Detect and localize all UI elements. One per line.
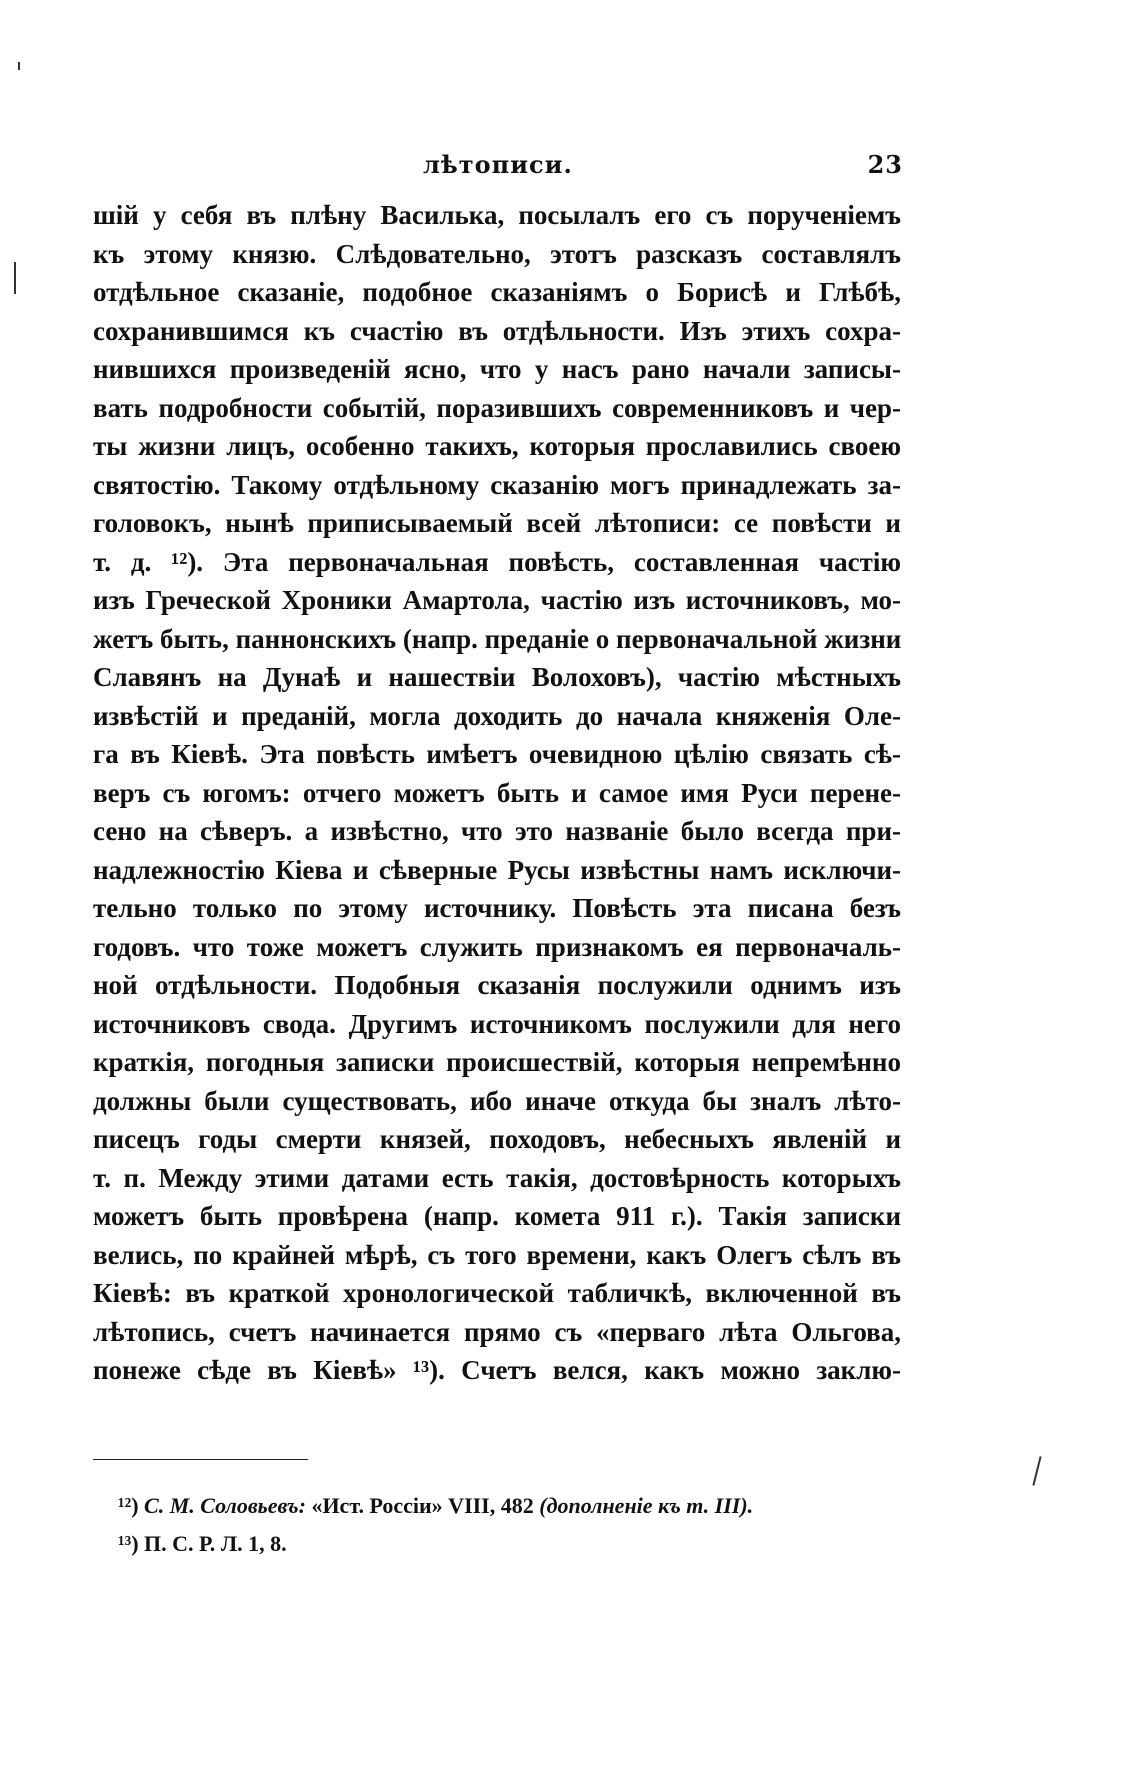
running-head [93,150,903,179]
margin-mark [14,262,16,294]
footnotes [118,1487,918,1563]
text-line: извѣстій и преданій, могла доходить до начала княженія Оле- [93,700,901,731]
page-number: 23 [867,150,903,179]
footnote-rule [93,1459,308,1460]
text-line: т. д. ¹²). Эта первоначальная повѣсть, составленная частію [93,546,901,577]
footnote-author: С. М. Соловьевъ: [144,1493,306,1518]
footnote-number: ¹²) [118,1493,139,1518]
text-line: т. п. Между этими датами есть такія, достовѣрность которыхъ [93,1162,901,1193]
text-line: жетъ быть, паннонскихъ (напр. преданіе о первоначальной жизни [93,623,902,654]
body-text [93,196,901,1390]
text-line: Славянъ на Дунаѣ и нашествіи Волоховъ), частію мѣстныхъ [93,662,901,692]
footnote-text: «Ист. Россіи» VIII, 482 [305,1493,540,1518]
text-line: Кіевѣ: въ краткой хронологической табличкѣ, включенной въ [93,1278,901,1308]
text-line: шій у себя въ плѣну Василька, посылалъ его съ порученіемъ [93,200,901,230]
footnote-13 [118,1525,918,1563]
text-line: можетъ быть провѣрена (напр. комета 911 г.). Такія записки [93,1201,901,1231]
running-title: лѣтописи. [423,150,573,179]
text-line: источниковъ свода. Другимъ источникомъ послужили для него [93,1008,901,1039]
footnote-text: П. С. Р. Л. 1, 8. [138,1531,287,1556]
text-line: нившихся произведеній ясно, что у насъ рано начали записы- [93,354,901,384]
text-line: веръ съ югомъ: отчего можетъ быть и самое имя Руси перене- [93,777,901,808]
text-line: святостію. Такому отдѣльному сказанію могъ принадлежать за- [93,469,901,500]
footnote-number: ¹³) [118,1531,139,1556]
text-line: понеже сѣде въ Кіевѣ» ¹³). Счетъ велся, какъ можно заклю- [93,1355,901,1385]
footnote-note: (дополненіе къ т. III). [539,1493,754,1518]
text-line: тельно только по этому источнику. Повѣсть эта писана безъ [93,893,901,923]
text-line: изъ Греческой Хроники Амартола, частію изъ источниковъ, мо- [93,585,901,615]
text-line: га въ Кіевѣ. Эта повѣсть имѣетъ очевидною цѣлію связать сѣ- [93,739,901,769]
text-line: годовъ. что тоже можетъ служить признакомъ ея первоначаль- [93,931,901,962]
text-line: головокъ, нынѣ приписываемый всей лѣтописи: се повѣсти и [93,508,901,538]
margin-mark [1032,1456,1041,1486]
margin-mark [18,62,20,70]
text-line: краткія, погодныя записки происшествій, которыя непремѣнно [93,1047,901,1077]
text-line: къ этому князю. Слѣдовательно, этотъ разсказъ составлялъ [93,238,901,269]
text-line: вать подробности событій, поразившихъ современниковъ и чер- [93,392,901,423]
text-line: сено на сѣверъ. а извѣстно, что это названіе было всегда при- [93,816,901,846]
text-line: велись, по крайней мѣрѣ, съ того времени, какъ Олегъ сѣлъ въ [93,1239,901,1270]
text-line: отдѣльное сказаніе, подобное сказаніямъ о Борисѣ и Глѣбѣ, [93,277,901,307]
text-line: должны были существовать, ибо иначе откуда бы зналъ лѣто- [93,1085,901,1116]
text-line: лѣтопись, счетъ начинается прямо съ «перваго лѣта Ольгова, [93,1316,901,1347]
text-line: ной отдѣльности. Подобныя сказанія послужили однимъ изъ [93,970,901,1000]
footnote-12 [118,1487,918,1525]
text-line: ты жизни лицъ, особенно такихъ, которыя прославились своею [93,431,901,461]
text-line: надлежностію Кіева и сѣверные Русы извѣстны намъ исключи- [93,854,901,885]
text-line: писецъ годы смерти князей, походовъ, небесныхъ явленій и [93,1124,901,1154]
text-line: сохранившимся къ счастію въ отдѣльности. Изъ этихъ сохра- [93,315,901,346]
